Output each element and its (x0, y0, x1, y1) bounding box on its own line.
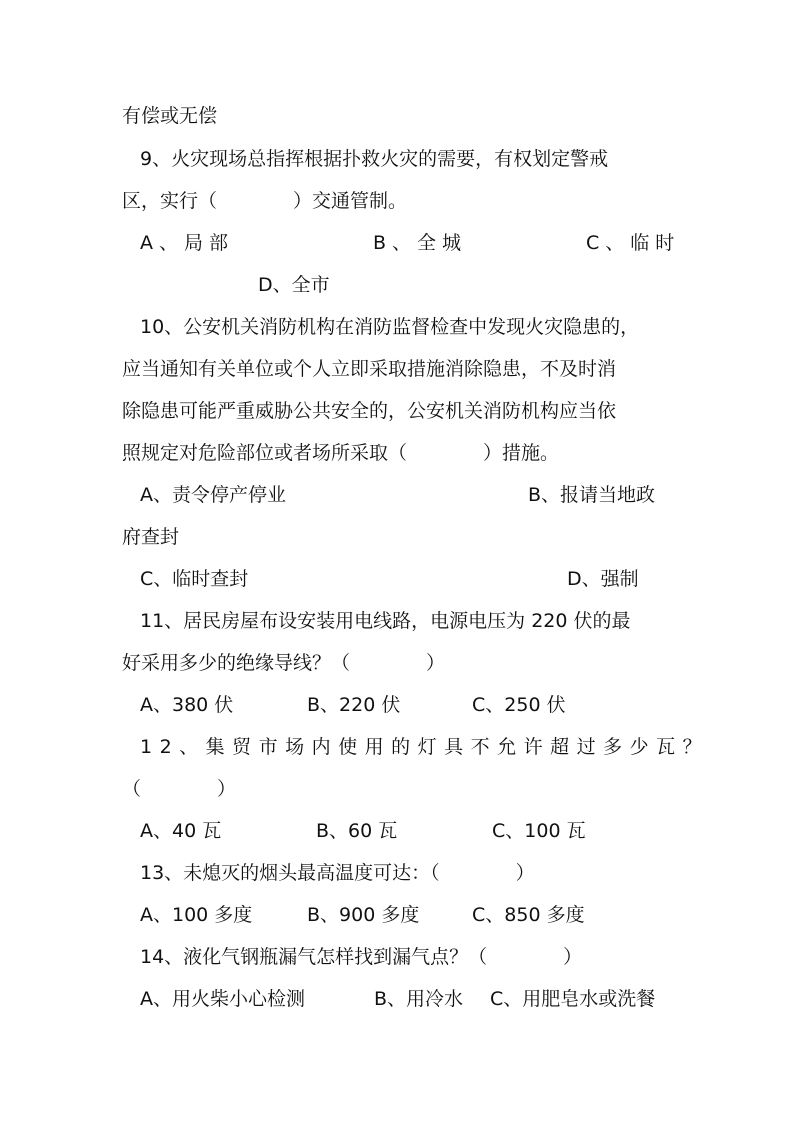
option-13b: B、900 多度 (307, 904, 420, 926)
question-9-line-2: 区，实行（ ）交通管制。 (122, 190, 408, 212)
option-11b: B、220 伏 (307, 694, 401, 716)
option-10d: D、强制 (567, 568, 639, 590)
question-12-line-1: 12、集贸市场内使用的灯具不允许超过多少瓦？ (140, 736, 710, 758)
question-11-line-1: 11、居民房屋布设安装用电线路，电源电压为 220 伏的最 (140, 610, 631, 632)
question-12-line-2: （ ） (122, 778, 237, 800)
option-9c: C、临时 (586, 232, 681, 254)
question-10-line-2: 应当通知有关单位或个人立即采取措施消除隐患，不及时消 (122, 358, 617, 380)
option-13c: C、850 多度 (472, 904, 585, 926)
option-10c: C、临时查封 (140, 568, 249, 590)
option-10b: B、报请当地政 (528, 484, 656, 506)
option-9a: A、局部 (140, 232, 234, 254)
option-14b: B、用冷水 (374, 988, 464, 1010)
option-14a: A、用火柴小心检测 (140, 988, 305, 1010)
question-10-line-1: 10、公安机关消防机构在消防监督检查中发现火灾隐患的， (140, 316, 640, 338)
option-12a: A、40 瓦 (140, 820, 222, 842)
option-14c: C、用肥皂水或洗餐 (490, 988, 656, 1010)
question-11-line-2: 好采用多少的绝缘导线？（ ） (122, 652, 446, 674)
option-10a: A、责令停产停业 (140, 484, 286, 506)
option-12b: B、60 瓦 (316, 820, 398, 842)
question-13: 13、未熄灭的烟头最高温度可达：（ ） (140, 862, 535, 884)
question-10-line-4: 照规定对危险部位或者场所采取（ ）措施。 (122, 442, 560, 464)
question-9-text-1: 9、火灾现场总指挥根据扑救火灾的需要，有权划定警戒 (140, 148, 609, 170)
option-11c: C、250 伏 (472, 694, 566, 716)
option-9d: D、全市 (258, 274, 330, 296)
question-9-line-1 (140, 147, 671, 171)
question-14: 14、液化气钢瓶漏气怎样找到漏气点？（ ） (140, 946, 583, 968)
option-12c: C、100 瓦 (492, 820, 586, 842)
question-10-line-3: 除隐患可能严重威胁公共安全的，公安机关消防机构应当依 (122, 400, 617, 422)
option-11a: A、380 伏 (140, 694, 234, 716)
option-13a: A、100 多度 (140, 904, 253, 926)
text-line-continuation: 有偿或无偿 (122, 105, 218, 127)
option-9b: B、全城 (373, 232, 468, 254)
option-10b-continuation: 府查封 (122, 526, 180, 548)
